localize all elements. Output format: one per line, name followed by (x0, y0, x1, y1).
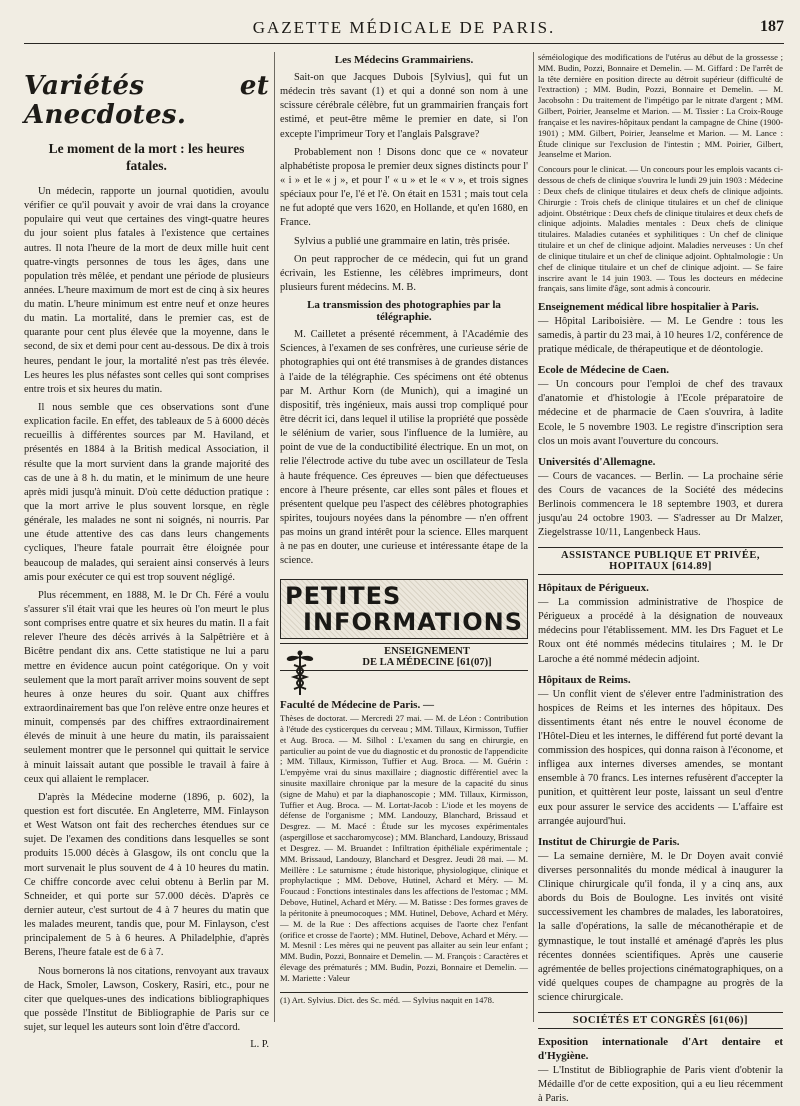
paragraph: On peut rapprocher de ce médecin, qui fut un grand écrivain, les Estienne, les célèbres imprimeurs, dont plusieurs furent médecins. M. B. (280, 253, 528, 293)
section-title: Variétés et Anecdotes. (24, 71, 269, 130)
exposition-title: Exposition internationale d'Art dentaire et d'Hygiène. (538, 1036, 783, 1062)
concours-clinicat: Concours pour le clinicat. — Un concours pour les emplois vacants ci-dessous de chefs de clinique s'ouvrira le lundi 29 juin 1903 : Médecine : Deux chefs de clinique titulaires et deux chefs de clinique adjoints. Chirurgie : Trois chefs de clinique titulaires et un chef de clinique adjoint. Obstétrique : Deux chefs de clinique titulaires et deux chefs de clinique adjoints. Maladies mentales : Deux chefs de clinique titulaires. Maladies cutanées et syphilitiques : Un chef de clinique titulaire et un chef de clinique adjoint. Maladies nerveuses : Un chef de clinique titulaire et un chef de clinique adjoint. Ophtalmologie : Un chef de clinique titulaire et un chef de clinique adjoint. — Se faire inscrire avant le 14 juin 1903. — Tous les docteurs en médecine français, sans limite d'âge, sont admis à concourir. (538, 164, 783, 294)
reims-text: — Un conflit vient de s'élever entre l'administration des hospices de Reims et les internes des hôpitaux. Des dissentiments étant nés entre le nouvel économe de l'Hôtel-Dieu et les internes, le différend fut porté devant la commission des hospices, qui donna raison à l'économe, et infligea aux internes diverses amendes, se montant ensemble à 70 francs. Les internes refusèrent d'accepter la punition, et quittèrent leur poste, laissant un seul d'entre eux pour assurer le service des accidents — L'affaire est arrangée aujourd'hui. (538, 688, 783, 827)
caen-title: Ecole de Médecine de Caen. (538, 364, 670, 377)
paragraph: M. Cailletet a présenté récemment, à l'Académie des Sciences, à l'examen de ses confrères, une curieuse série de photographies qui ont été transmises à de grandes distances à l'aide de la télégraphie. Ces spécimens ont été obtenus par M. Arthur Korn (de Munich), qui a imaginé un dispositif, très ingénieux, mais aussi trop compliqué pour être décrit ici, dans lequel il utilise la propriété que possède le sélénium de varier, sous l'influence de la lumière, au point de vue de la conductibilité électrique. En un mot, on relie l'électrode active du tube avec un oscillateur de Tesla à haute fréquence. Ces épreuves — bien que défectueuses encore à l'heure présente, car elles sont pâles et floues et présentent quelque peu l'aspect des célèbres photographies spirites, toujours noyées dans la pénombre — n'en offrent pas moins un grand intérêt pour la science. Elles marquent à ne pas en douter, une curieuse et intéressante étape de la science. (280, 329, 528, 567)
reims-title: Hôpitaux de Reims. (538, 673, 631, 686)
caduceus-icon (280, 649, 320, 697)
column-rule-2 (533, 52, 534, 1022)
page-header (24, 18, 784, 44)
caen-text: — Un concours pour l'emploi de chef des travaux d'anatomie et d'histologie à l'Ecole préparatoire de médecine et de pharmacie de Caen s'ouvrira, à ladite Ecole, le 5 novembre 1903. Le registre d'inscription sera clos un mois avant l'ouverture du concours. (538, 379, 783, 447)
paragraph: Nous bornerons là nos citations, renvoyant aux travaux de Hack, Smoler, Lawson, Coskery, Rasiri, etc., pour ne citer que quelques-unes des indications bibliographiques que possède l'Institut de Bibliographie de Paris sur ce sujet, sur lequel les auteurs sont loin d'être d'accord. (24, 965, 269, 1034)
banner-line-2: INFORMATIONS (303, 607, 523, 636)
institut-text: — La semaine dernière, M. le Dr Doyen avait convié diverses personnalités du monde médical à inaugurer la Clinique chirurgicale qu'il fonda, il y a cinq ans, aux abords du Bois de Boulogne. Les invités ont visité successivement les chambres de malades, les laboratoires, la salle d'opérations, la salle de mécanothérapie et de gymnastique, le tout installé et aménagé d'après les plus récentes données scientifiques. Après une causerie agrémentée de belles projections cinématographiques, on a vidé quelques coupes de champagne au progrès de la science chirurgicale. (538, 850, 783, 1004)
perigueux-title: Hôpitaux de Périgueux. (538, 582, 649, 595)
libre-text: — Hôpital Lariboisière. — M. Le Gendre : tous les samedis, à partir du 23 mai, à 10 heures 1/2, conférence de pratique médicale, de thérapeutique et de déontologie. (538, 315, 783, 356)
paragraph: D'après la Médecine moderne (1896, p. 602), la question est fort discutée. En Angleterre, MM. Finlayson et West Watson ont fait des recherches étendues sur ce sujet. De l'examen des conditions dans lesquelles se sont produits 15.000 décès à Glasgow, ils ont conclu que la mort survenait le plus souvent de 4 à 10 heures du matin. Ce chiffre concorde avec celui obtenu à Berlin par M. Schneider, et qui porte sur 57.000 décès. D'après ce dernier auteur, c'est surtout de 4 à 7 heures du matin que les malades meurent, tandis que, pour M. Finlayson, c'est principalement de 5 à 6 heures. A Philadelphie, d'après Berens, l'heure fatale est de 6 à 7. (24, 791, 269, 959)
paragraph: Un médecin, rapporte un journal quotidien, avoulu vérifier ce qu'il pouvait y avoir de vrai dans la croyance populaire qui veut que certaines des vingt-quatre heures du jour soient plus fatales à l'existence que certaines autres. Il nota l'heure de la mort de deux mille huit cent quatre-vingts personnes de tous les âges, dans une population très mêlée, et pendant une période de plusieurs années. L'heure maximum de mort est de cinq à six heures du matin. L'heure minimum est entre neuf et onze heures du matin. La mortalité, dans le premier cas, est de quarante pour cent plus élevée que la moyenne, dans le second, de six et demi pour cent au-dessous. De dix à trois heures, pendant le jour, la mortalité n'est pas très élevée. Les heures les plus néfastes sont celles qui sont comprises entre trois et six heures du matin. (24, 185, 269, 395)
perigueux-text: — La commission administrative de l'hospice de Périgueux a procédé à la désignation de nouveaux médecins pour l'établissement. MM. les Drs Faguet et Le Roux ont été nommés médecins titulaires ; M. le Dr Laroche a été nommé médecin adjoint. (538, 597, 783, 665)
paragraph: Sait-on que Jacques Dubois [Sylvius], qui fut un médecin très savant (1) et qui a donné son nom à une scissure cérébrale célèbre, fut un grammairien français fort estimé, et peut-être même le premier en date, si l'on excepte l'imprimeur Tory et l'anglais Palsgrave? (280, 72, 528, 140)
enseignement-subheading: DE LA MÉDECINE [61(07)] (280, 657, 528, 671)
page-number: 187 (760, 18, 784, 35)
article-title-telegraphie: La transmission des photographies par la télégraphie. (307, 299, 501, 324)
paragraph: Il nous semble que ces observations sont d'une explication facile. En effet, des tableaux de 5 à 6000 décès recueillis à différentes sources par M. Haviland, et présentés en 1884 à la British medical Association, il résulte que la mort survient dans la grande majorité des cas de une à 8 h. du matin, et le minimum de une heure après midi jusqu'à minuit. D'où cette déduction pratique : que la mort arrive le plus souvent lorsque, en règle générale, les malades ne sont ni soignés, ni nourris. Par une étude attentive des cas dans leurs changements cycliques, l'heure fatale pourrait être éloignée pour beaucoup de malades, qui seraient ainsi conservés à leurs amis pour exécuter ce qui est trop souvent négligé. (24, 402, 269, 583)
banner-line-1: PETITES (285, 581, 402, 610)
signature: L. P. (250, 1039, 269, 1051)
faculte-title: Faculté de Médecine de Paris. — (280, 699, 434, 712)
theses-continued: séméiologique des modifications de l'utérus au début de la grossesse ; MM. Budin, Pozzi, Bonnaire et Demelin. — M. Giffard : De l'arrêt de la tête dernière en position directe au détroit supérieur (difficulté de l'extraction) ; MM. Budin, Pozzi, Bonnaire et Demelin. — M. Jacobsohn : Du traitement de l'impétigo par le nitrate d'argent ; MM. Gilbert, Poirier, Jeanselme et Marion. — M. Tissier : La Croix-Rouge française et les navires-hôpitaux pendant la campagne de Chine (1900-1901) ; MM. Gilbert, Poirier, Jeanselme et Marion. — M. Lance : Étude clinique sur l'exclusion de l'intestin ; MM. Poirier, Gilbert, Jeanselme et Marion. (538, 52, 783, 160)
institut-title: Institut de Chirurgie de Paris. (538, 835, 680, 848)
faculte-text: Thèses de doctorat. — Mercredi 27 mai. — M. de Léon : Contribution à l'étude des cysticerques du cerveau ; MM. Tillaux, Kirmisson, Tuffier et Aug. Broca. — M. Silhol : L'examen du sang en chirurgie, en particulier au point de vue du diagnostic et du pronostic de l'appendicite ; MM. Tillaux, Kirmisson, Tuffier et Aug. Broca. — M. Guérin : L'empyème vrai du sinus maxillaire ; diagnostic différentiel avec la sinusite maxillaire chronique par la mesure de la capacité du sinus (signe de Mahu) et par la diaphanoscopie ; MM. Tillaux, Kirmisson, Tuffier et Aug. Broca. — M. Lortat-Jacob : L'iode et les moyens de défense de l'organisme ; MM. Landouzy, Blanchard, Brissaud et Desgrez. — M. Macé : Étude sur les mycoses expérimentales (aspergillose et saccharomycose) ; MM. Blanchard, Landouzy, Brissaud et Desgrez. — M. Bruandet : Infiltration épithéliale expérimentale ; MM. Brissaud, Landouzy, Blanchard et Desgrez. Jeudi 28 mai. — M. Meillère : Le saturnisme ; étude historique, physiologique, clinique et prophylactique ; MM. Debove, Hutinel, Achard et Méry. — M. Foucaud : Fonctions intestinales dans les affections de l'estomac ; MM. Debove, Hutinel, Achard et Méry. — M. Batisse : Des formes graves de la péritonite à pneumocoques ; MM. Hutinel, Debove, Achard et Méry. — M. de la Rue : Des affections acquises de l'aorte chez l'enfant (orifice et crosse de l'aorte) ; MM. Hutinel, Debove, Achard et Méry. — M. Mesnil : Les mères qui ne peuvent pas allaiter au sein leur enfant ; MM. Budin, Pozzi, Bonnaire et Demelin. — M. François : Caractères et élevage des prématurés ; MM. Budin, Pozzi, Bonnaire et Demelin. — M. Mariette : Valeur (280, 713, 528, 983)
libre-title: Enseignement médical libre hospitalier à Paris. (538, 301, 759, 314)
paragraph: Plus récemment, en 1888, M. le Dr Ch. Féré a voulu s'assurer s'il était vrai que les heures où l'on meurt le plus sont comprises entre quatre et six heures du matin. Il a fait relever l'heure des décès arrivés à la Salpêtrière et à Bicêtre pendant dix ans. Cette statistique ne lui a paru mettre en évidence aucun point catégorique. On y voit seulement que la mort paraît arriver moins souvent de sept heures à onze heures du soir. Quant aux chiffres extraordinairement bas que l'on relève entre onze heures et minuit, compensés par des chiffres extraordinairement élevés de minuit à une heure du matin, ils paraissaient seulement montrer que le personnel qui quittait le service à minuit laissait autant que possible le travail à faire à ceux qui allaient le remplacer. (24, 589, 269, 785)
petites-informations-banner (280, 579, 528, 640)
univ-text: — Cours de vacances. — Berlin. — La prochaine série des Cours de vacances de la Société des médecins Berlinois commencera le 18 septembre 1903, et durera jusqu'au 24 octobre 1903. — S'adresser au Dr Malzer, Ziegelstrasse 10/11, Langenbeck Haus. (538, 470, 783, 539)
assistance-line-2: HOPITAUX [614.89] (609, 561, 712, 573)
column-rule-1 (274, 52, 275, 1022)
societes-heading: SOCIÉTÉS ET CONGRÈS [61(06)] (538, 1012, 783, 1029)
article-title-grammairiens: Les Médecins Grammairiens. (334, 54, 474, 66)
assistance-line-1: ASSISTANCE PUBLIQUE ET PRIVÉE, (561, 550, 760, 562)
assistance-heading (538, 547, 783, 575)
journal-title: GAZETTE MÉDICALE DE PARIS. (252, 18, 556, 37)
footnote: (1) Art. Sylvius. Dict. des Sc. méd. — Sylvius naquit en 1478. (280, 992, 528, 1006)
exposition-text: — L'Institut de Bibliographie de Paris vient d'obtenir la Médaille d'or de cette exposition, qui a eu lieu récemment à Paris. (538, 1064, 783, 1104)
column-1 (24, 52, 269, 1051)
paragraph: Sylvius a publié une grammaire en latin, très prisée. (294, 235, 510, 247)
univ-title: Universités d'Allemagne. (538, 455, 656, 468)
article-title-heures-fatales: Le moment de la mort : les heures fatales. (48, 141, 245, 174)
column-3 (538, 52, 783, 1104)
column-2 (280, 52, 528, 1022)
paragraph: Probablement non ! Disons donc que ce « novateur alphabétiste proposa le premier deux signes distincts pour l' « i » et le « j », et pour l' « u » et le « v », et trois signes spéciaux pour l'e, l'é et l'è. On était en 1531 ; mais tout cela ne fut adopté que vers 1620, en Hollande, et qu'en 1680, en France. (280, 146, 528, 229)
enseignement-heading: ENSEIGNEMENT (280, 643, 528, 657)
